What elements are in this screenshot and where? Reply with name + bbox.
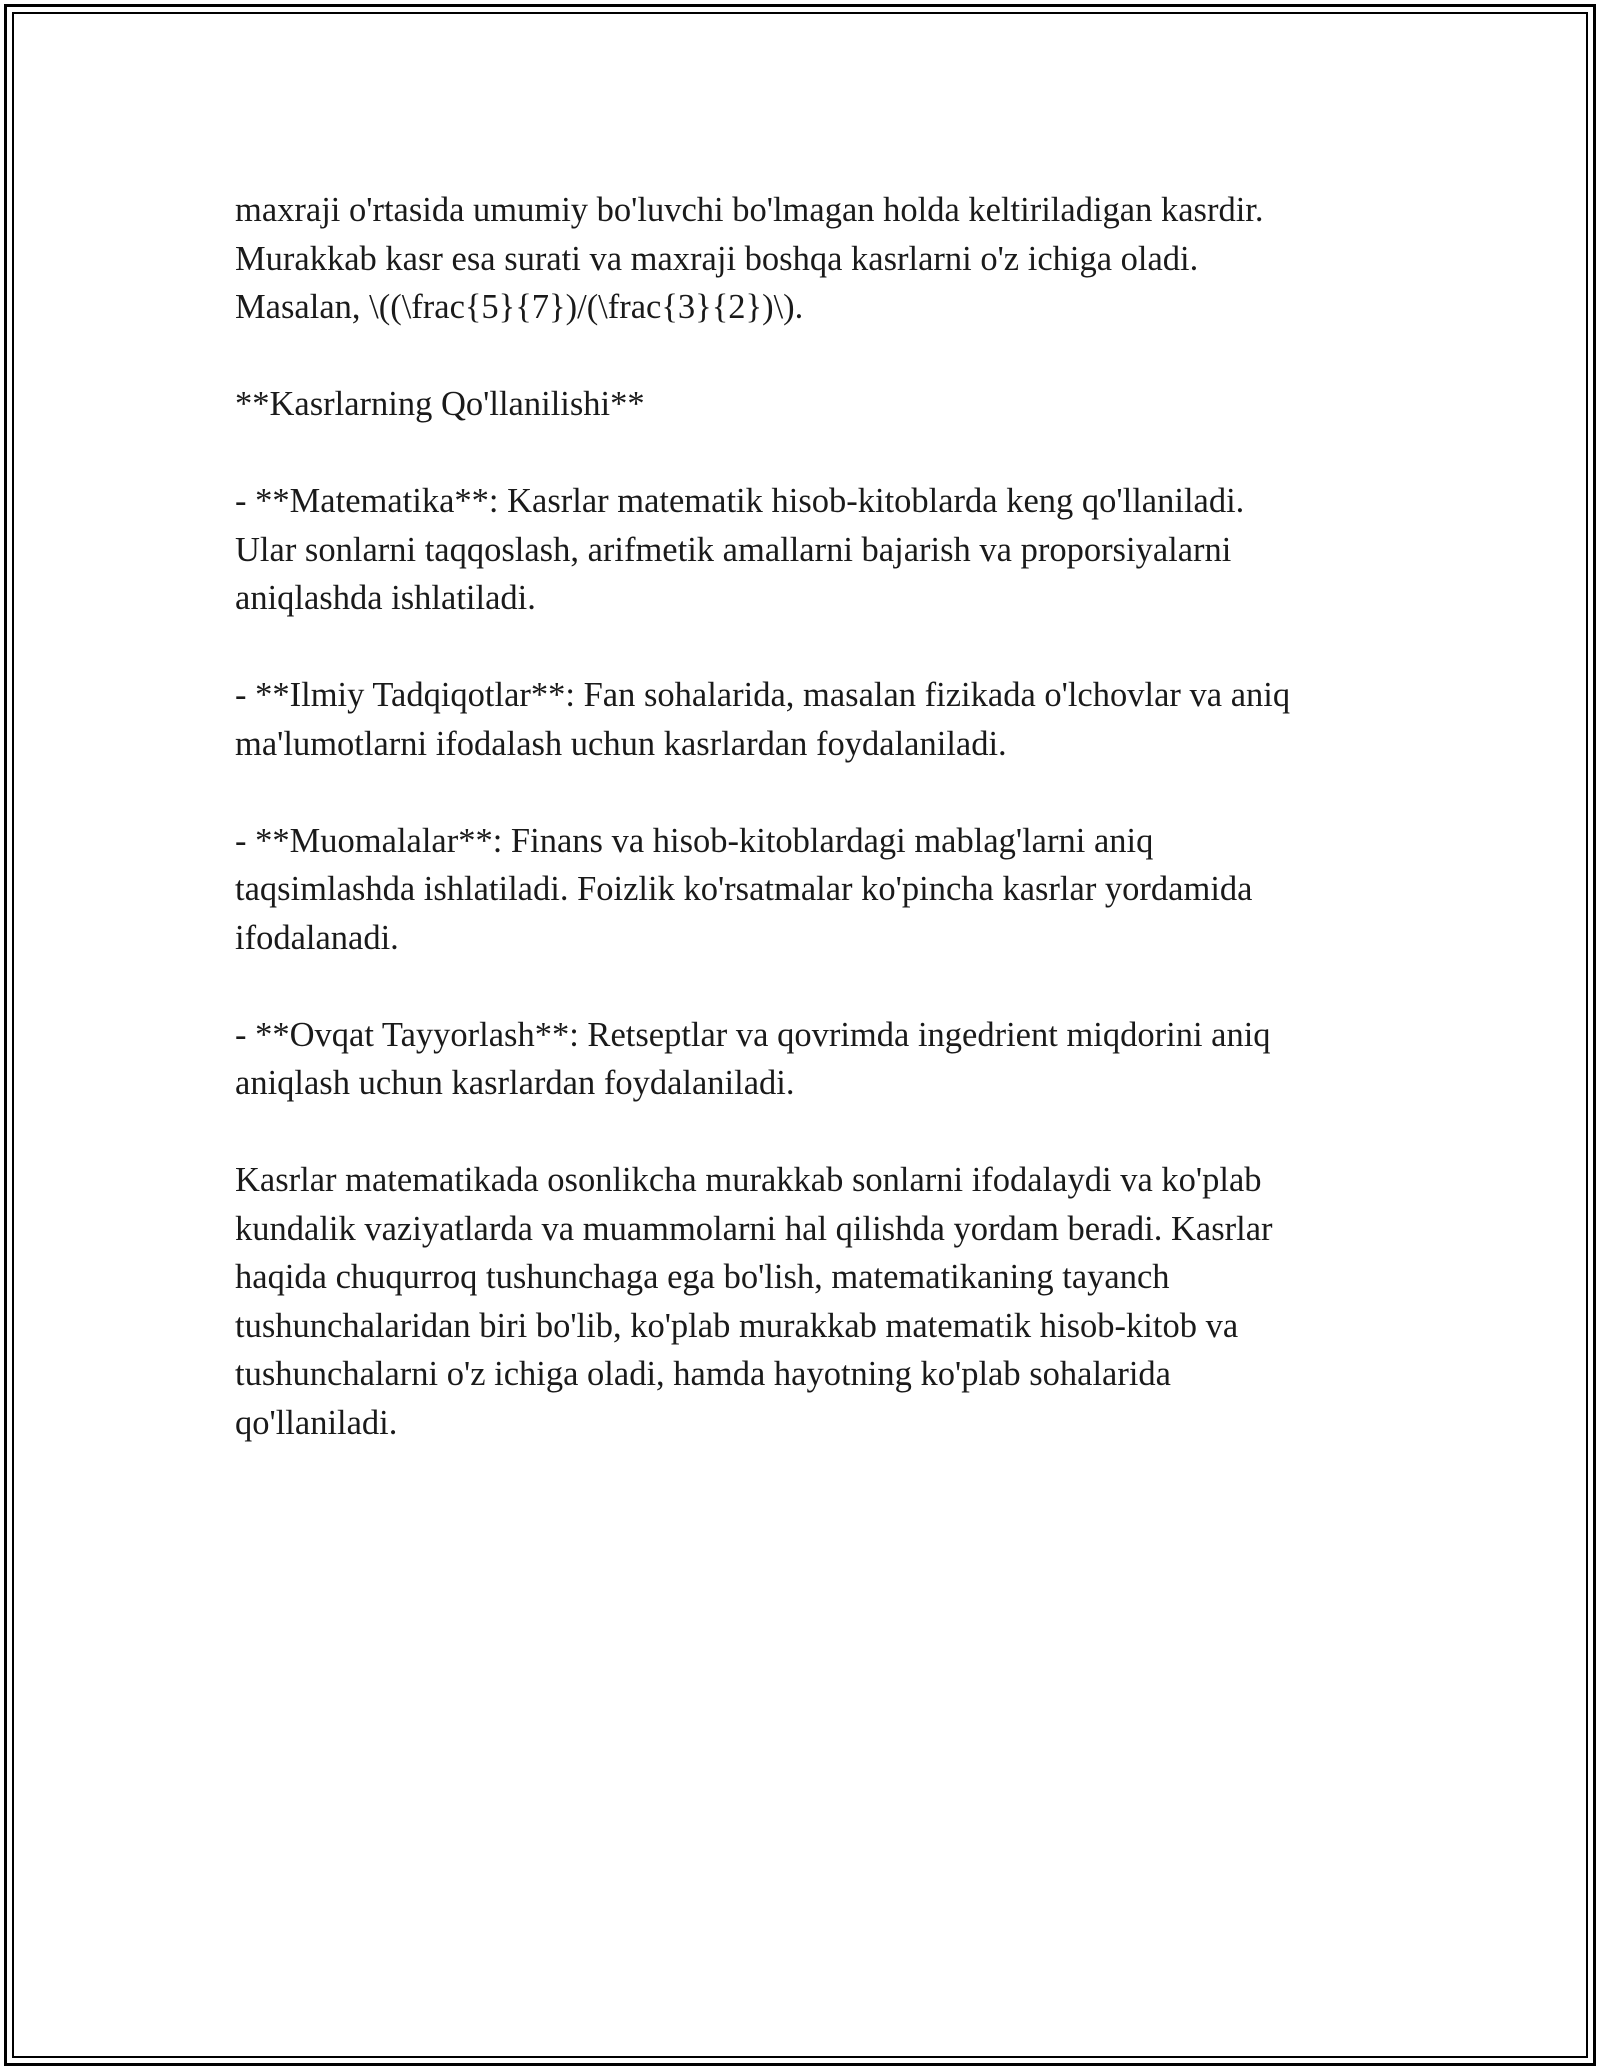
list-item-cooking: - **Ovqat Tayyorlash**: Retseptlar va qovrimda ingedrient miqdorini aniq aniqlash uchun kasrlardan foydalaniladi. [235,1015,1271,1102]
section-heading-applications: **Kasrlarning Qo'llanilishi** [235,385,645,423]
list-item-mathematics: - **Matematika**: Kasrlar matematik hisob-kitoblarda keng qo'llaniladi. Ular sonlarni taqqoslash, arifmetik amallarni bajarish va proporsiyalarni aniqlashda ishlatiladi. [235,482,1245,617]
document-body [235,186,1385,1447]
list-item-transactions: - **Muomalalar**: Finans va hisob-kitoblardagi mablag'larni aniq taqsimlashda ishlatiladi. Foizlik ko'rsatmalar ko'pincha kasrlar yordamida ifodalanadi. [235,821,1253,957]
paragraph-complex-fraction: maxraji o'rtasida umumiy bo'luvchi bo'lmagan holda keltiriladigan kasrdir. Murakkab kasr esa surati va maxraji boshqa kasrlarni o'z ichiga oladi. Masalan, \((\frac{5}{7})/(\frac{3}{2})\). [235,191,1264,326]
paragraph-conclusion: Kasrlar matematikada osonlikcha murakkab sonlarni ifodalaydi va ko'plab kundalik vaziyatlarda va muammolarni hal qilishda yordam beradi. Kasrlar haqida chuqurroq tushunchaga ega bo'lish, matematikaning tayanch tushunchalaridan biri bo'lib, ko'plab murakkab matematik hisob-kitob va tushunchalarni o'z ichiga oladi, hamda hayotning ko'plab sohalarida qo'llaniladi. [235,1161,1273,1442]
list-item-scientific-research: - **Ilmiy Tadqiqotlar**: Fan sohalarida, masalan fizikada o'lchovlar va aniq ma'lumotlarni ifodalash uchun kasrlardan foydalaniladi. [235,676,1291,763]
